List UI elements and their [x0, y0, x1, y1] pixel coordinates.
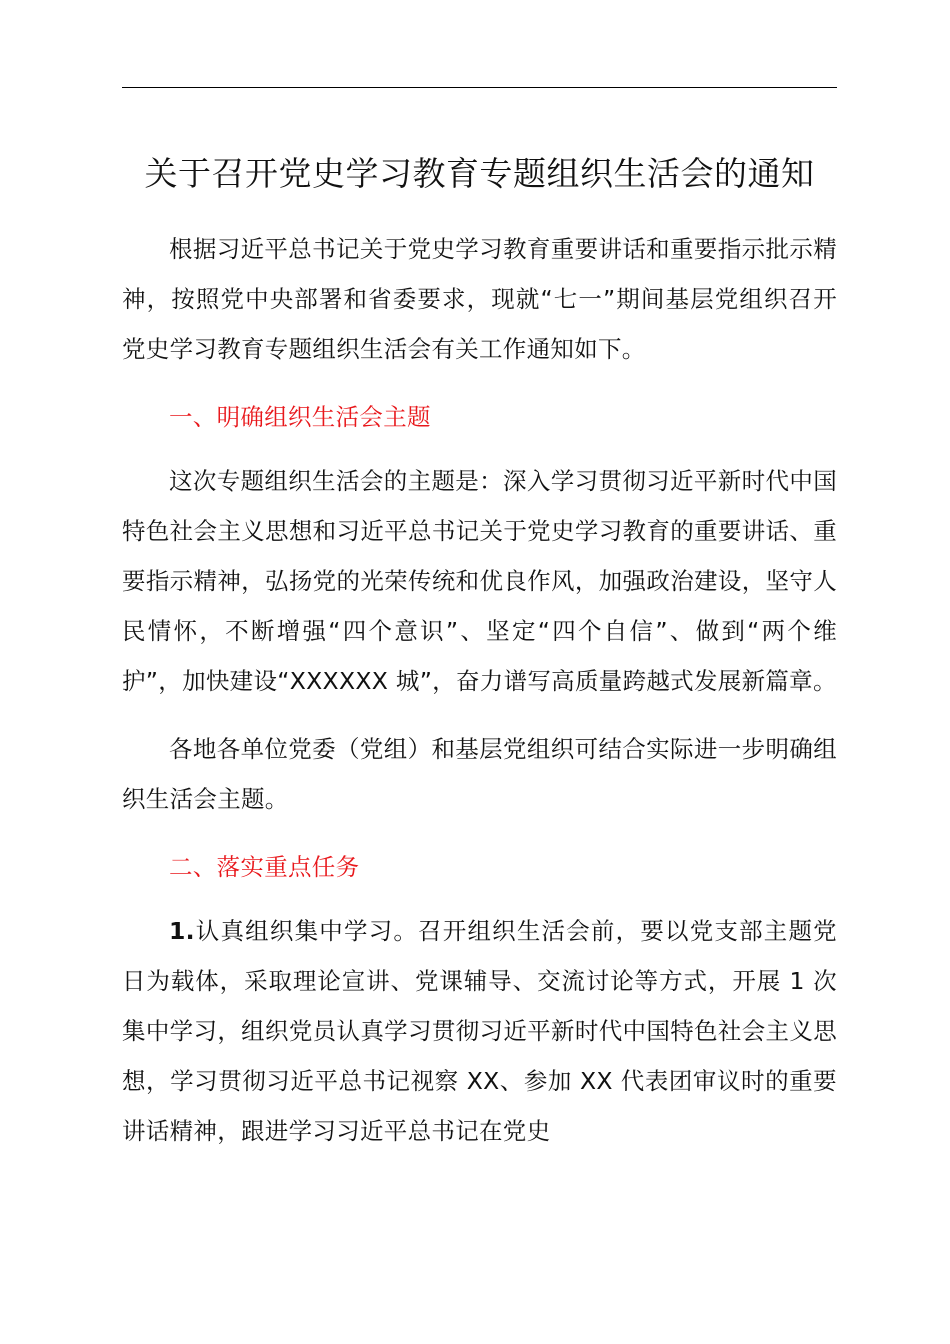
section2-item-1 — [122, 906, 837, 1156]
section1-paragraph-2: 各地各单位党委（党组）和基层党组织可结合实际进一步明确组织生活会主题。 — [122, 735, 837, 813]
section-heading-1: 一、明确组织生活会主题 — [169, 403, 431, 431]
section-heading-2: 二、落实重点任务 — [169, 853, 360, 881]
item-number: 1. — [169, 917, 195, 945]
document-title: 关于召开党史学习教育专题组织生活会的通知 — [144, 154, 815, 193]
intro-paragraph: 根据习近平总书记关于党史学习教育重要讲话和重要指示批示精神，按照党中央部署和省委要求，现就“七一”期间基层党组织召开党史学习教育专题组织生活会有关工作通知如下。 — [122, 235, 837, 363]
document-body — [122, 224, 837, 1174]
section1-paragraph-1: 这次专题组织生活会的主题是：深入学习贯彻习近平新时代中国特色社会主义思想和习近平总书记关于党史学习教育的重要讲话、重要指示精神，弘扬党的光荣传统和优良作风，加强政治建设，坚守人民情怀，不断增强“四个意识”、坚定“四个自信”、做到“两个维护”，加快建设“XXXXXX 城”，奋力谱写高质量跨越式发展新篇章。 — [122, 467, 837, 695]
header-rule — [122, 87, 837, 88]
item-text: 认真组织集中学习。召开组织生活会前，要以党支部主题党日为载体，采取理论宣讲、党课辅导、交流讨论等方式，开展 1 次集中学习，组织党员认真学习贯彻习近平新时代中国特色社会主义思想，学习贯彻习近平总书记视察 XX、参加 XX 代表团审议时的重要讲话精神，跟进学习习近平总书记在党史 — [122, 917, 837, 1145]
